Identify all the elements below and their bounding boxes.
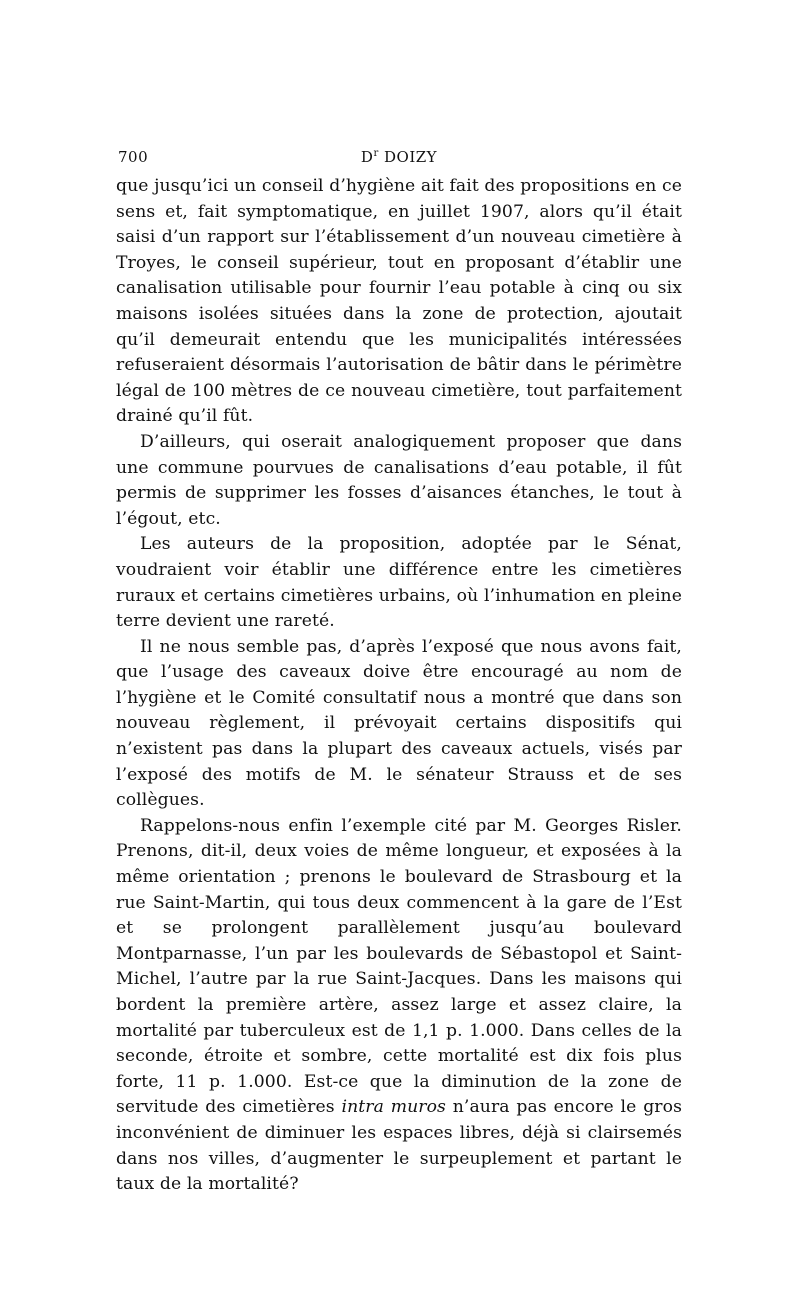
running-head-name: DOIZY (378, 148, 438, 166)
running-head-superscript: r (373, 148, 379, 159)
paragraph-continued: que jusqu’ici un conseil d’hygiène ait fait des propositions en ce sens et, fait symptomatique, en juillet 1907, alors qu’il était saisi d’un rapport sur l’établissement d’un nouveau cimetière à Troyes, le conseil supérieur, tout en proposant d’établir une canalisation utilisable pour fournir l’eau potable à cinq ou six maisons isolées situées dans la zone de protection, ajoutait qu’il demeurait entendu que les municipalités intéressées refuseraient désormais l’autorisation de bâtir dans le périmètre légal de 100 mètres de ce nouveau cimetière, tout parfaitement drainé qu’il fût. (116, 176, 682, 427)
paragraph-ailleurs: D’ailleurs, qui oserait analogiquement proposer que dans une commune pourvues de canalisations d’eau potable, il fût permis de supprimer les fosses d’aisances étanches, le tout à l’égout, etc. (116, 431, 682, 529)
page-number: 700 (118, 148, 149, 166)
risler-text-before: Rappelons-nous enfin l’exemple cité par M. Georges Risler. Prenons, dit-il, deux voies de même longueur, et exposées à la même orientation ; prenons le boulevard de Strasbourg et la rue Saint-Martin, qui tous deux commencent à la gare de l’Est et se prolongent parallèlement jusqu’au boulevard Montparnasse, l’un par les boulevards de Sébastopol et Saint-Michel, l’autre par la rue Saint-Jacques. Dans les maisons qui bordent la première artère, assez large et assez claire, la mortalité par tuberculeux est de 1,1 p. 1.000. Dans celles de la seconde, étroite et sombre, cette mortalité est dix fois plus forte, 11 p. 1.000. Est-ce que la diminution de la zone de servitude des cimetières (116, 815, 682, 1118)
page-header (116, 148, 682, 174)
running-head-prefix: D (360, 148, 374, 166)
paragraph-risler (116, 814, 682, 1198)
running-head (116, 148, 682, 166)
risler-text-after: n’aura pas encore le gros inconvénient de diminuer les espaces libres, déjà si clairsemés dans nos villes, d’augmenter le surpeuplement et partant le taux de la mortalité? (116, 1097, 682, 1195)
intra-muros-emphasis: intra muros (341, 1097, 446, 1118)
body-text (116, 174, 682, 1198)
paragraph-auteurs: Les auteurs de la proposition, adoptée par le Sénat, voudraient voir établir une différence entre les cimetières ruraux et certains cimetières urbains, où l’inhumation en pleine terre devient une rareté. (116, 534, 682, 632)
paragraph-expose: Il ne nous semble pas, d’après l’exposé que nous avons fait, que l’usage des caveaux doive être encouragé au nom de l’hygiène et le Comité consultatif nous a montré que dans son nouveau règlement, il prévoyait certains dispositifs qui n’existent pas dans la plupart des caveaux actuels, visés par l’exposé des motifs de M. le sénateur Strauss et de ses collègues. (116, 636, 682, 811)
book-page (116, 148, 682, 1198)
